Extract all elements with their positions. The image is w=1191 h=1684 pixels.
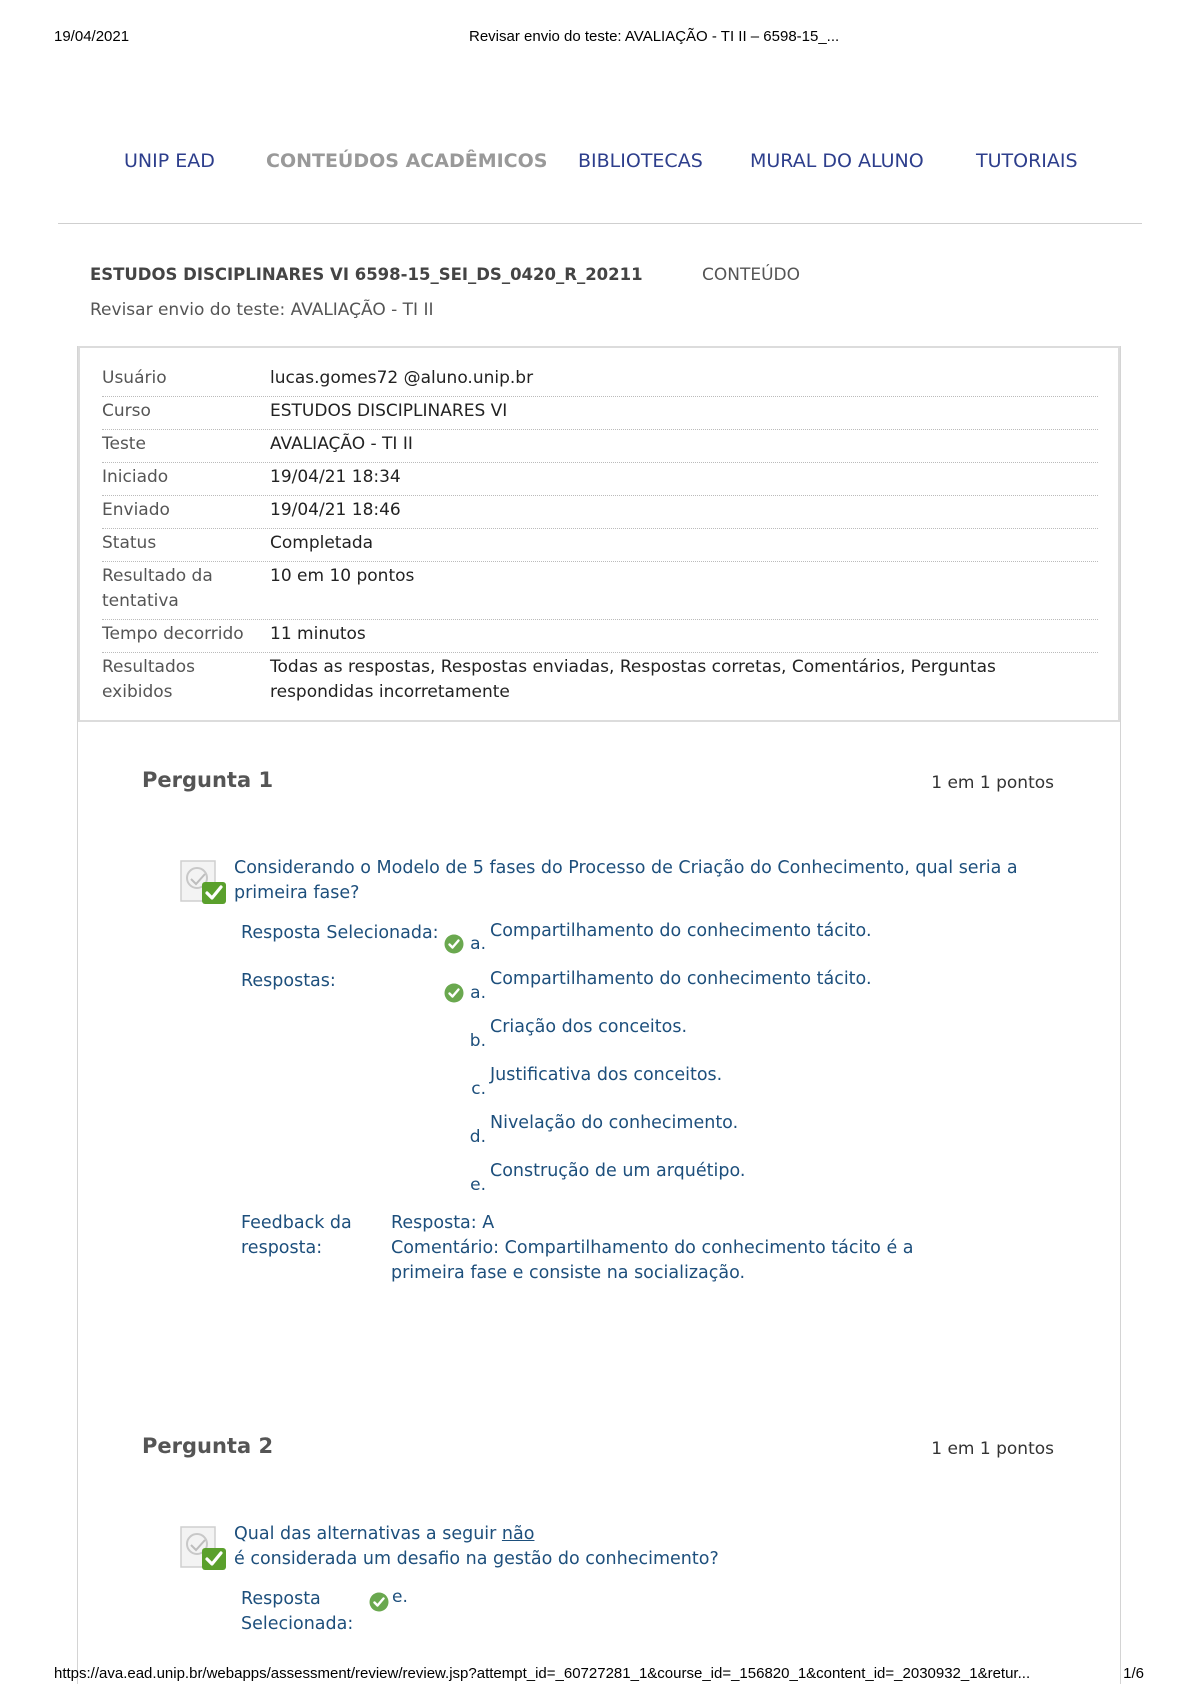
info-row-teste (102, 432, 1098, 463)
answer-letter-e: e. (470, 1175, 486, 1195)
info-label: Resultado da tentativa (102, 566, 213, 611)
nav-conteudos-academicos[interactable]: CONTEÚDOS ACADÊMICOS (266, 150, 548, 172)
answer-text-d: Nivelação do conhecimento. (490, 1113, 739, 1133)
question-1-points: 1 em 1 pontos (931, 773, 1054, 793)
top-navigation (0, 150, 1191, 180)
question-2-title: Pergunta 2 (142, 1434, 274, 1458)
answer-text-b: Criação dos conceitos. (490, 1017, 688, 1037)
page-url: https://ava.ead.unip.br/webapps/assessment/review/review.jsp?attempt_id=_60727281_1&course_id=_156820_1&content_id=_2030932_1&retur... (54, 1665, 1031, 1682)
answer-letter-b: b. (469, 1031, 486, 1051)
question-2-text-emphasis: não (501, 1524, 535, 1544)
answer-letter-c: c. (471, 1079, 486, 1099)
info-value: 11 minutos (270, 624, 366, 644)
info-label: Status (102, 533, 157, 553)
feedback-comment: Comentário: Compartilhamento do conhecimento tácito é a primeira fase e consiste na socialização. (391, 1238, 914, 1283)
info-value: lucas.gomes72 @aluno.unip.br (270, 368, 534, 388)
info-value: 19/04/21 18:34 (270, 467, 401, 487)
info-row-iniciado (102, 465, 1098, 496)
info-row-curso (102, 399, 1098, 430)
answer-letter-a: a. (470, 983, 486, 1003)
question-2-text (234, 1522, 1024, 1572)
info-value: 19/04/21 18:46 (270, 500, 401, 520)
correct-status-icon (180, 1524, 228, 1572)
check-icon (444, 983, 464, 1003)
selected-answer-letter: a. (470, 934, 486, 954)
info-label: Resultados exibidos (102, 657, 195, 702)
info-row-tempo (102, 622, 1098, 653)
nav-divider (58, 223, 1142, 224)
question-1-text: Considerando o Modelo de 5 fases do Processo de Criação do Conhecimento, qual seria a primeira fase? (234, 858, 1018, 903)
answer-text-e: Construção de um arquétipo. (490, 1161, 746, 1181)
info-label: Iniciado (102, 467, 169, 487)
info-row-enviado (102, 498, 1098, 529)
nav-mural-do-aluno[interactable]: MURAL DO ALUNO (750, 150, 924, 172)
course-title[interactable]: ESTUDOS DISCIPLINARES VI 6598-15_SEI_DS_0420_R_20211 (90, 265, 643, 284)
info-value: Todas as respostas, Respostas enviadas, Respostas corretas, Comentários, Perguntas respondidas incorretamente (270, 657, 996, 702)
feedback-answer: Resposta: A (391, 1213, 495, 1233)
feedback-text (391, 1211, 991, 1286)
question-2-points: 1 em 1 pontos (931, 1439, 1054, 1459)
answer-letter-d: d. (469, 1127, 486, 1147)
page-number: 1/6 (1123, 1665, 1144, 1682)
info-value: AVALIAÇÃO - TI II (270, 434, 413, 454)
conteudo-link[interactable]: CONTEÚDO (702, 265, 801, 285)
info-row-usuario (102, 366, 1098, 397)
nav-bibliotecas[interactable]: BIBLIOTECAS (578, 150, 703, 172)
attempt-info-box (78, 346, 1120, 722)
answer-text-c: Justificativa dos conceitos. (490, 1065, 723, 1085)
answers-label: Respostas: (241, 971, 336, 991)
selected-answer-label: Resposta Selecionada: (241, 923, 439, 943)
info-row-resultados-exibidos (102, 655, 1098, 711)
info-label: Teste (102, 434, 146, 454)
info-row-resultado (102, 564, 1098, 620)
nav-unip-ead[interactable]: UNIP EAD (124, 150, 215, 172)
nav-tutoriais[interactable]: TUTORIAIS (976, 150, 1078, 172)
info-label: Curso (102, 401, 151, 421)
print-date: 19/04/2021 (54, 28, 130, 45)
info-label: Tempo decorrido (102, 624, 244, 644)
selected-answer-letter: e. (392, 1587, 408, 1607)
page-subtitle: Revisar envio do teste: AVALIAÇÃO - TI II (90, 300, 434, 320)
info-label: Usuário (102, 368, 167, 388)
check-icon (369, 1592, 389, 1612)
info-value: Completada (270, 533, 374, 553)
info-label: Enviado (102, 500, 170, 520)
selected-answer-text: Compartilhamento do conhecimento tácito. (490, 921, 872, 941)
selected-answer-label: Resposta Selecionada: (241, 1589, 354, 1634)
print-header (54, 28, 1137, 52)
question-2-text-prefix: Qual das alternativas a seguir (234, 1524, 502, 1544)
info-value: ESTUDOS DISCIPLINARES VI (270, 401, 508, 421)
question-2-text-suffix: é considerada um desafio na gestão do conhecimento? (234, 1549, 719, 1569)
print-title: Revisar envio do teste: AVALIAÇÃO - TI II – 6598-15_... (469, 28, 840, 45)
answer-text-a: Compartilhamento do conhecimento tácito. (490, 969, 872, 989)
correct-status-icon (180, 858, 228, 906)
info-value: 10 em 10 pontos (270, 566, 415, 586)
check-icon (444, 934, 464, 954)
info-row-status (102, 531, 1098, 562)
question-1-title: Pergunta 1 (142, 768, 274, 792)
feedback-label: Feedback da resposta: (241, 1213, 352, 1258)
